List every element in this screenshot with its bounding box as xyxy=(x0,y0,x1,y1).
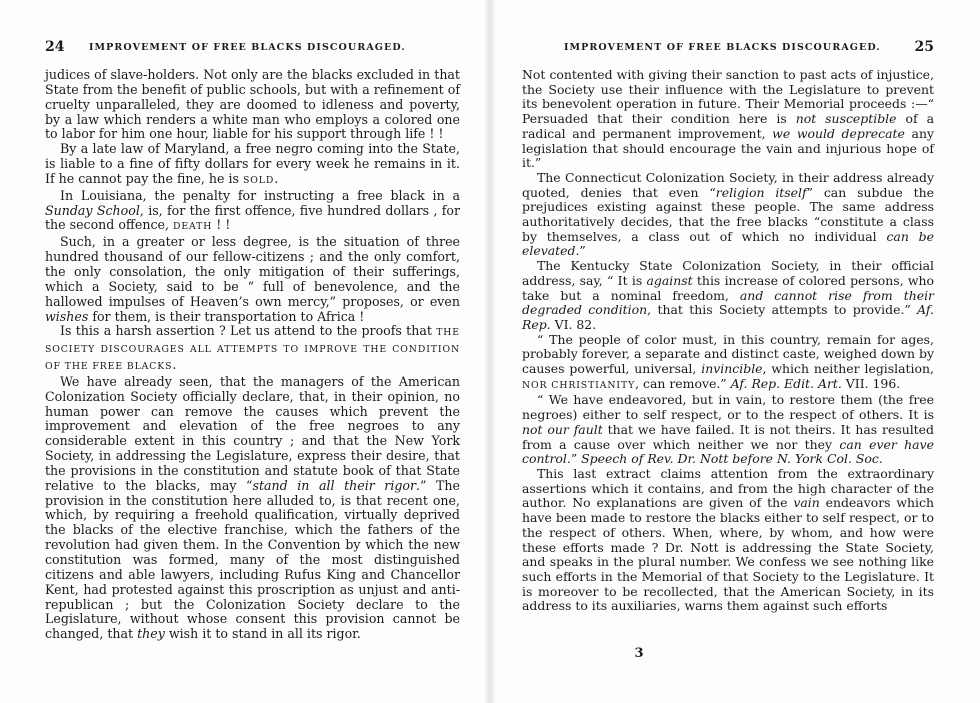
text-run: ! ! xyxy=(212,217,231,233)
italic-text: and cannot rise from their degraded condition xyxy=(522,287,934,318)
text-run: “ The people of color must, in this country, remain for ages, probably forever, a separate and distinct caste, weighed down by causes powerful, universal, xyxy=(522,331,934,377)
paragraph xyxy=(45,189,460,236)
text-run: The Kentucky State Colonization Society, in their official address, say, “ It is xyxy=(522,258,934,288)
italic-text: we would deprecate xyxy=(772,125,905,141)
italic-text: wishes xyxy=(45,308,89,324)
paragraph xyxy=(522,259,934,333)
right-running-title: IMPROVEMENT OF FREE BLACKS DISCOURAGED. xyxy=(564,42,881,53)
text-run: , which neither legislation, xyxy=(762,361,934,377)
left-running-head xyxy=(45,38,460,56)
text-run: this increase of colored persons, who take but a nominal freedom, xyxy=(522,272,934,303)
italic-text: can be elevated xyxy=(522,228,934,259)
paragraph xyxy=(522,393,934,467)
text-run: . xyxy=(172,357,177,373)
italic-text: stand in all their rigor xyxy=(252,477,417,493)
paragraph xyxy=(522,333,934,394)
italic-text: Af. Rep. Edit. Art. xyxy=(730,375,842,391)
text-run: The Connecticut Colonization Society, in their address already quoted, denies that even “ xyxy=(522,169,934,200)
paragraph xyxy=(45,324,460,375)
paragraph xyxy=(45,68,460,142)
text-run: , that this Society attempts to provide.” xyxy=(647,302,918,318)
left-body-text xyxy=(45,68,460,642)
italic-text: vain xyxy=(793,495,820,511)
italic-text: not susceptible xyxy=(795,111,897,127)
paragraph xyxy=(45,142,460,189)
text-run: Such, in a greater or less degree, is the situation of three hundred thousand of our fellow-citizens ; and the only comfort, the only consolation, the only mitigation of their sufferings, which a Society, said to be “ full of benevolence, and the hallowed impulses of Heaven’s own mercy,” proposes, or even xyxy=(45,234,460,309)
italic-text: religion itself xyxy=(715,184,807,200)
text-run: By a late law of Maryland, a free negro coming into the State, is liable to a fine of fifty dollars for every week he remains in it. If he cannot pay the fine, he is xyxy=(45,141,460,186)
right-running-head xyxy=(564,38,934,56)
paragraph xyxy=(522,68,934,171)
text-run: . xyxy=(274,170,279,186)
italic-text: Speech of Rev. Dr. Nott before N. York Col. Soc. xyxy=(581,451,883,467)
text-run: This last extract claims attention from the extraordinary assertions which it contains, and from the high character of the author. No explanations are given of the xyxy=(522,465,934,511)
text-run: , is, for the first offence, five hundred dollars , for the second offence, xyxy=(45,202,460,233)
italic-text: not our fault xyxy=(522,421,603,437)
paragraph xyxy=(522,171,934,259)
italic-text: invincible xyxy=(701,361,763,377)
italic-text: Sunday School xyxy=(45,202,140,218)
text-run: for them, is their transportation to Africa ! xyxy=(88,308,365,324)
text-run: endeavors which have been made to restore the blacks either to self respect, or to the respect of others. When, where, by whom, and how were these efforts made ? Dr. Nott is addressing the State Society, and speaks in the plural number. We confess we see nothing like such efforts in the Memorial of that Society to the Legislature. It is moreover to be recollected, that the American Society, in its address to its auxiliaries, warns them against such efforts xyxy=(522,495,935,614)
text-run: Not contented with giving their sanction to past acts of injustice, the Society use their influence with the Legislature to prevent its benevolent operation in future. Their Memorial proceeds :—“ Persuaded that their condition here is xyxy=(522,67,934,127)
text-run: .” xyxy=(566,451,582,467)
right-page-number: 25 xyxy=(914,39,934,55)
small-caps-text: DEATH xyxy=(172,221,213,233)
paragraph xyxy=(45,375,460,642)
signature-mark: 3 xyxy=(634,646,644,661)
text-run: of a radical and permanent improvement, xyxy=(522,111,934,141)
text-run: , can remove.” xyxy=(635,375,731,391)
text-run: Is this a harsh assertion ? Let us attend to the proofs that xyxy=(60,323,437,339)
small-caps-text: SOLD xyxy=(242,174,275,186)
text-run: .” The provision in the constitution here alluded to, is that recent one, which, by requiring a freehold qualification, virtually deprived the blacks of the elective franchise, which the fathers of the revolution had given them. In the Convention by which the new constitution was formed, many of the most distinguished citizens and able lawyers, including Rufus King and Chancellor Kent, had protested against this proscription as unjust and anti-republican ; but the Colonization Society declare to the Legislature, without whose consent this provision cannot be changed, that xyxy=(45,477,460,642)
italic-text: Af. Rep. xyxy=(522,302,934,332)
text-run: In Louisiana, the penalty for instructing a free black in a xyxy=(60,187,460,203)
right-page xyxy=(490,0,980,703)
left-running-title: IMPROVEMENT OF FREE BLACKS DISCOURAGED. xyxy=(89,42,406,53)
italic-text: they xyxy=(137,626,165,642)
text-run: VI. 82. xyxy=(550,316,597,332)
italic-text: against xyxy=(646,272,693,288)
italic-text: can ever have control xyxy=(522,436,934,467)
text-run: .” xyxy=(575,243,586,259)
text-run: that we have failed. It is not theirs. It has resulted from a cause over which neither we nor they xyxy=(522,421,935,452)
paragraph xyxy=(522,467,934,614)
text-run: We have already seen, that the managers of the American Colonization Society officially declare, that, in their opinion, no human power can remove the causes which prevent the improvement and elevation of the free negroes to any considerable extent in this country ; and that the New York Society, in addressing the Legislature, express their desire, that the provisions in the constitution and statute book of that State relative to the blacks, may “ xyxy=(45,373,460,493)
text-run: ” can subdue the prejudices existing against these people. The same address authoritatively decides, that the free blacks “constitute a class by themselves, a class out of which no individual xyxy=(522,184,935,244)
left-page-number: 24 xyxy=(45,39,65,55)
paragraph xyxy=(45,235,460,324)
text-run: judices of slave-holders. Not only are the blacks excluded in that State from the benefit of public schools, but with a refinement of cruelty unparalleled, they are doomed to idleness and poverty, by a law which renders a white man who employs a colored one to labor for him one hour, liable for his support through life ! ! xyxy=(45,67,460,142)
small-caps-text: NOR CHRISTIANITY xyxy=(522,379,636,391)
text-run: wish it to stand in all its rigor. xyxy=(164,626,361,642)
text-run: any legislation that should encourage the vain and injurious hope of it.” xyxy=(522,125,935,171)
small-caps-text: THE SOCIETY DISCOURAGES ALL ATTEMPTS TO IMPROVE THE CONDITION OF THE FREE BLACKS xyxy=(45,327,460,373)
right-body-text xyxy=(522,68,934,614)
text-run: VII. 196. xyxy=(841,375,901,391)
text-run: “ We have endeavored, but in vain, to restore them (the free negroes) either to self respect, or to the respect of others. It is xyxy=(522,392,934,423)
